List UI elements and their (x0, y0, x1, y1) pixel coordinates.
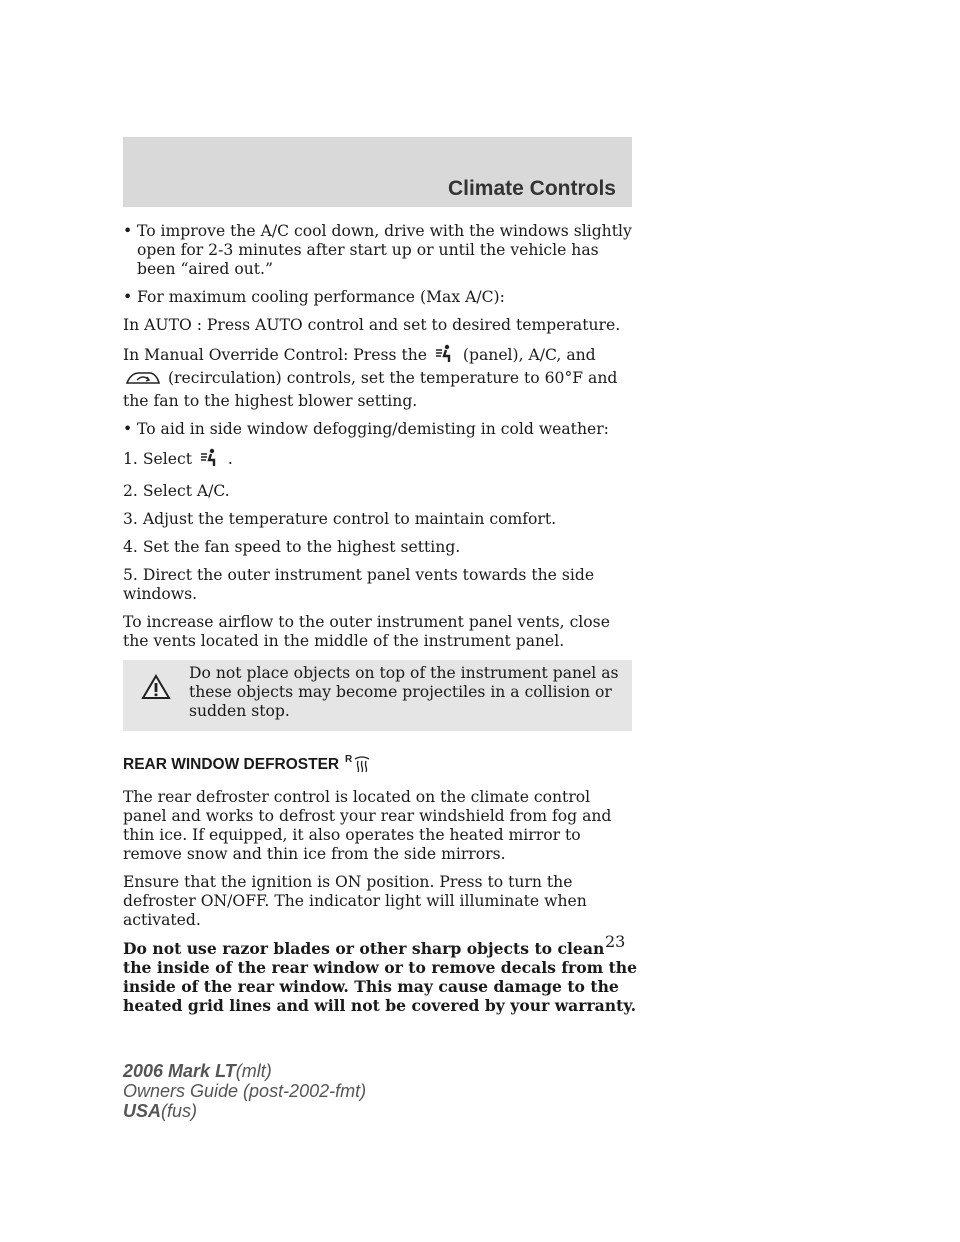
bullet-text: To improve the A/C cool down, drive with the windows slightly open for 2-3 minutes after start up or until the vehicle has been “aired out.” (137, 222, 632, 278)
footer-model: 2006 Mark LT (123, 1061, 236, 1081)
panel-vent-icon (199, 448, 221, 473)
defroster-icon-letter: R (345, 754, 353, 765)
warning-triangle-icon (141, 674, 171, 700)
bullet-item (123, 222, 638, 279)
footer-line-3 (123, 1101, 366, 1121)
defroster-paragraph-2: Ensure that the ignition is ON position. Press to turn the defroster ON/OFF. The indicator light will illuminate when activated. (123, 873, 587, 929)
step-1-period: . (227, 450, 233, 468)
page-content (123, 222, 638, 1024)
section-title: Climate Controls (447, 177, 616, 200)
bullet-text: For maximum cooling performance (Max A/C): (137, 288, 505, 306)
recirculation-icon (125, 369, 161, 392)
section-header (123, 137, 632, 207)
footer-market: USA (123, 1101, 162, 1121)
bullet-item (123, 420, 638, 439)
footer-model-code: (mlt) (235, 1061, 272, 1081)
footer (123, 1061, 366, 1121)
bullet-item (123, 288, 638, 307)
defroster-paragraph-1: The rear defroster control is located on the climate control panel and works to defrost your rear windshield from fog and thin ice. If equipped, it also operates the heated mirror to remove snow and thin ice from the side mirrors. (123, 788, 612, 863)
panel-vent-icon (434, 344, 456, 369)
step-1 (123, 448, 638, 473)
airflow-paragraph: To increase airflow to the outer instrument panel vents, close the vents located in the middle of the instrument panel. (123, 613, 610, 650)
defroster-heading-text: REAR WINDOW DEFROSTER (123, 756, 340, 773)
warning-box (123, 660, 632, 731)
manual-text-c: (recirculation) controls, set the temperature to 60°F and the fan to the highest blower setting. (123, 369, 618, 410)
footer-line-1 (123, 1061, 366, 1081)
footer-market-code: (fus) (161, 1101, 198, 1121)
manual-text-b: (panel), A/C, and (462, 346, 596, 364)
warning-text: Do not place objects on top of the instrument panel as these objects may become projectiles in a collision or sudden stop. (189, 664, 619, 720)
bullet-text: To aid in side window defogging/demisting in cold weather: (137, 420, 609, 438)
auto-instruction: In AUTO : Press AUTO control and set to desired temperature. (123, 316, 621, 334)
manual-text-a: In Manual Override Control: Press the (123, 346, 427, 364)
manual-instruction (123, 344, 638, 411)
step-1-text: 1. Select (123, 450, 192, 468)
step-3: 3. Adjust the temperature control to maintain comfort. (123, 510, 557, 528)
footer-line-2: Owners Guide (post-2002-fmt) (123, 1081, 367, 1101)
defroster-heading (123, 753, 638, 778)
bullet-dot: • (123, 222, 133, 240)
step-5: 5. Direct the outer instrument panel vents towards the side windows. (123, 566, 595, 603)
defroster-warning: Do not use razor blades or other sharp objects to clean the inside of the rear window or to remove decals from the inside of the rear window. This may cause damage to the heated grid lines and will not be covered by your warranty. (123, 939, 638, 1015)
page-number: 23 (605, 932, 626, 951)
step-4: 4. Set the fan speed to the highest setting. (123, 538, 461, 556)
rear-defroster-icon (345, 753, 371, 778)
bullet-dot: • (123, 288, 133, 306)
bullet-dot: • (123, 420, 133, 438)
step-2: 2. Select A/C. (123, 482, 230, 500)
